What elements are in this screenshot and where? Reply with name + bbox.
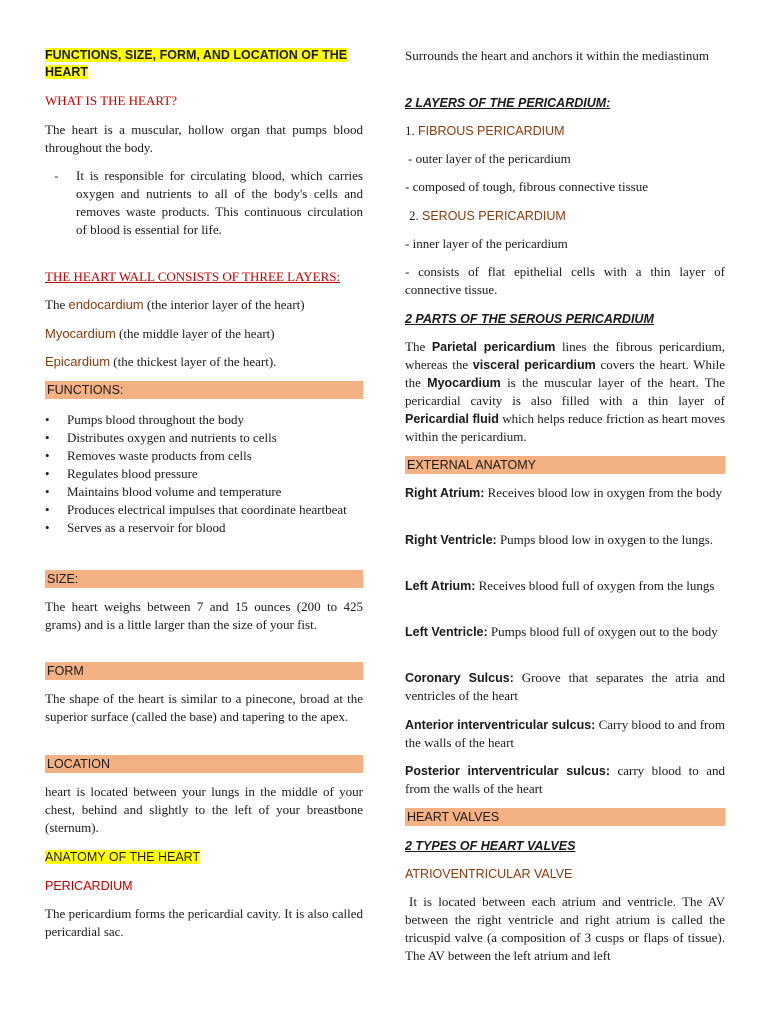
location-heading: LOCATION	[45, 755, 363, 773]
external-item: Right Ventricle: Pumps blood low in oxygen to the lungs.	[405, 532, 713, 547]
pericardium-heading: PERICARDIUM	[45, 879, 133, 893]
dash-marker: -	[54, 168, 59, 183]
list-item: • Regulates blood pressure	[45, 465, 363, 483]
serous-parts-heading: 2 PARTS OF THE SEROUS PERICARDIUM	[405, 312, 654, 326]
endocardium-desc: (the interior layer of the heart)	[146, 297, 305, 312]
heart-valves-heading: HEART VALVES	[405, 808, 725, 826]
list-item: • Produces electrical impulses that coordinate heartbeat	[45, 501, 363, 519]
layer-prefix: The	[45, 297, 66, 312]
list-item: • Distributes oxygen and nutrients to cells	[45, 429, 363, 447]
av-valve-text: It is located between each atrium and ventricle. The AV between the right ventricle and right atrium is called the tricuspid valve (a composition of 3 cusps or flaps of tissue). The AV between the left atrium and left	[405, 894, 725, 963]
size-heading: SIZE:	[45, 570, 363, 588]
parietal-term: Parietal pericardium	[431, 340, 556, 354]
myocardium-term: Myocardium	[427, 376, 501, 390]
functions-list	[45, 411, 363, 537]
epicardium-term: Epicardium	[45, 354, 111, 369]
list-item: • Removes waste products from cells	[45, 447, 363, 465]
form-text: The shape of the heart is similar to a pinecone, broad at the superior surface (called the base) and tapering to the apex.	[45, 691, 363, 724]
serous-line1: - inner layer of the pericardium	[405, 236, 568, 251]
serous-label: SEROUS PERICARDIUM	[422, 209, 566, 223]
form-heading: FORM	[45, 662, 363, 680]
serous-item	[409, 207, 729, 225]
serous-parts-text: The Parietal pericardium lines the fibrous pericardium, whereas the visceral pericardium covers the heart. While the Myocardium is the muscular layer of the heart. The pericardial cavity is also filled with a thin layer of Pericardial fluid which helps reduce friction as heart moves within the pericardium.	[405, 339, 726, 444]
external-item: Right Atrium: Receives blood low in oxygen from the body	[405, 485, 722, 500]
what-dash-item	[45, 167, 363, 239]
size-text: The heart weighs between 7 and 15 ounces (200 to 425 grams) and is a little larger than the size of your fist.	[45, 599, 363, 632]
valve-types-heading: 2 TYPES OF HEART VALVES	[405, 839, 576, 853]
what-dash-text: It is responsible for circulating blood, which carries oxygen and nutrients to all of the body's cells and removes waste products. This continuous circulation of blood is essential for life.	[76, 168, 363, 237]
list-item: • Serves as a reservoir for blood	[45, 519, 363, 537]
epicardium-desc: (the thickest layer of the heart).	[113, 354, 277, 369]
serous-line2: - consists of flat epithelial cells with a thin layer of connective tissue.	[405, 264, 725, 297]
fibrous-label: FIBROUS PERICARDIUM	[418, 124, 565, 138]
what-is-heart-text: The heart is a muscular, hollow organ that pumps blood throughout the body.	[45, 122, 363, 155]
pericardium-layers-heading: 2 LAYERS OF THE PERICARDIUM:	[405, 96, 611, 110]
myocardium-term: Myocardium	[45, 326, 116, 341]
external-item: Left Ventricle: Pumps blood full of oxygen out to the body	[405, 624, 718, 639]
document-title: FUNCTIONS, SIZE, FORM, AND LOCATION OF THE HEART	[45, 48, 348, 79]
layer-epicardium	[45, 353, 363, 371]
fibrous-number: 1.	[405, 123, 415, 138]
location-text: heart is located between your lungs in the middle of your chest, behind and slightly to the left of your breastbone (sternum).	[45, 784, 363, 835]
anatomy-heading: ANATOMY OF THE HEART	[45, 850, 201, 864]
layer-myocardium	[45, 325, 363, 343]
external-item: Posterior interventricular sulcus: carry blood to and from the walls of the heart	[405, 763, 725, 796]
pericardial-fluid-term: Pericardial fluid	[405, 412, 499, 426]
serous-number: 2.	[409, 208, 419, 223]
myocardium-desc: (the middle layer of the heart)	[119, 326, 275, 341]
external-anatomy-heading: EXTERNAL ANATOMY	[405, 456, 725, 474]
pericardium-intro: Surrounds the heart and anchors it within the mediastinum	[405, 48, 709, 63]
fibrous-item	[405, 122, 725, 140]
layer-endocardium	[45, 296, 363, 314]
visceral-term: visceral pericardium	[472, 358, 596, 372]
pericardium-text: The pericardium forms the pericardial cavity. It is also called pericardial sac.	[45, 906, 363, 939]
endocardium-term: endocardium	[68, 297, 144, 312]
fibrous-line2: - composed of tough, fibrous connective tissue	[405, 179, 648, 194]
list-item: • Maintains blood volume and temperature	[45, 483, 363, 501]
heart-wall-heading: THE HEART WALL CONSISTS OF THREE LAYERS:	[45, 269, 341, 284]
external-item: Coronary Sulcus: Groove that separates the atria and ventricles of the heart	[405, 670, 726, 703]
external-item: Left Atrium: Receives blood full of oxygen from the lungs	[405, 578, 715, 593]
external-item: Anterior interventricular sulcus: Carry blood to and from the walls of the heart	[405, 717, 725, 750]
what-is-heart-heading: WHAT IS THE HEART?	[45, 93, 177, 108]
av-valve-heading: ATRIOVENTRICULAR VALVE	[405, 867, 573, 881]
list-item: • Pumps blood throughout the body	[45, 411, 363, 429]
fibrous-line1: - outer layer of the pericardium	[408, 151, 571, 166]
functions-heading: FUNCTIONS:	[45, 381, 363, 399]
